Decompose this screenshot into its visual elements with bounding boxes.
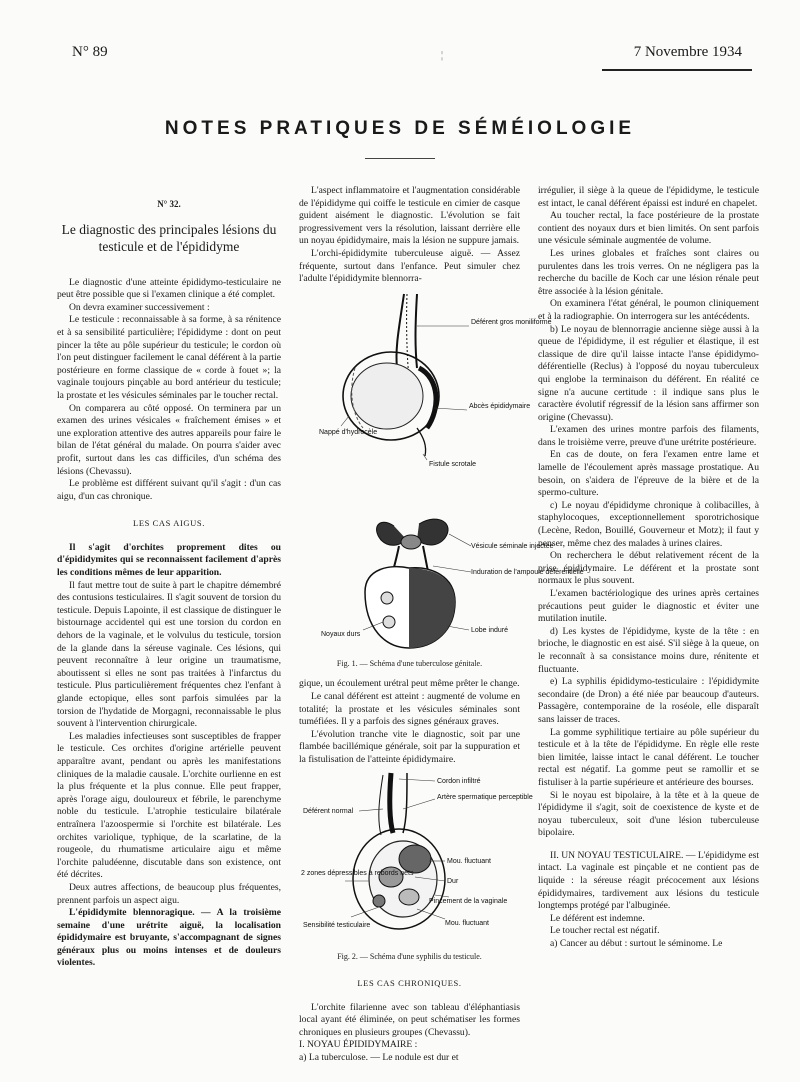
paragraph: gique, un écoulement urétral peut même prêter le change. (299, 678, 520, 690)
center-mark: ¦ (441, 50, 444, 61)
label-mou-1: Mou. fluctuant (447, 857, 491, 865)
paragraph: Le canal déférent est atteint : augmenté de volume en totalité; la prostate et les vésicules séminales sont tuméfiées. Il y a parfois des signes généraux graves. (299, 690, 520, 728)
paragraph: La gomme syphilitique tertiaire au pôle supérieur du testicule et à la tête de l'épididyme. En règle elle reste bien limitée, laisse intact le canal déférent. Le toucher rectal est négatif. La gomme peut se ramollir et se fistuliser à la partie supérieure et antérieure des bourses. (538, 726, 759, 788)
paragraph: On comparera au côté opposé. On terminera par un examen des urines vésicales « fraîchement émises » et une exploration attentive des autres appareils pour faire le bilan de l'état général du malade. On pourra s'aider avec profit, surtout dans les cas difficiles, d'un schéma des lésions (Chevassu). (57, 402, 281, 477)
paragraph: I. NOYAU ÉPIDIDYMAIRE : (299, 1039, 418, 1051)
paragraph: L'orchi-épididymite tuberculeuse aiguë. — Assez fréquente, surtout dans l'enfance. Peut simuler chez l'adulte l'épididymite blennorra- (299, 247, 520, 285)
paragraph: Le testicule : reconnaissable à sa forme, à sa rénitence et à sa sensibilité particulière; l'épididyme : dont on peut pincer la tête au pôle supérieur du testicule; le cordon où l'on peut distinguer facilement le canal déférent à la partie postérieure en forme classique de « corde à fouet »; la vaginale toujours pinçable au bord antérieur du testicule; la prostate et les vésicules séminales par le toucher rectal. (57, 314, 281, 401)
label-zones: 2 zones dépressibles à rebords nets (301, 869, 414, 877)
page-title: NOTES PRATIQUES DE SÉMÉIOLOGIE (164, 118, 636, 139)
paragraph: L'aspect inflammatoire et l'augmentation considérable de l'épididyme qui coiffe le testicule en cimier de casque guident aisément le diagnostic. L'évolution se fait progressivement vers la résolution, laissant derrière elle un noyau épididymaire, mais la lésion ne suppure jamais. (299, 185, 520, 247)
figure-1-caption: Fig. 1. — Schéma d'une tuberculose génitale. (336, 658, 483, 668)
paragraph: L'épididymite blennoragique. — A la troisième semaine d'une urétrite aiguë, la localisation épididymaire est bruyante, s'accompagnant de signes généraux plus ou moins intenses et de douleurs violentes. (57, 907, 281, 969)
label-lobe: Lobe induré (471, 626, 508, 634)
paragraph: On recherchera le début relativement récent de la prise épididymaire. Le déférent et la prostate sont normaux le plus souvent. (538, 550, 759, 587)
label-nappe: Nappé d'hydrocèle (319, 428, 378, 436)
paragraph: Le toucher rectal est négatif. (550, 925, 660, 937)
paragraph: Au toucher rectal, la face postérieure de la prostate contient des noyaux durs et bien limités. On sent parfois une vésicule séminale augmentée de volume. (538, 210, 759, 247)
paragraph: Il s'agit d'orchites proprement dites ou d'épididymites qui se reconnaissent facilement d'après les conditions mêmes de leur apparition. (57, 541, 281, 579)
figure-1-drawing (299, 288, 552, 506)
paragraph: e) La syphilis épididymo-testiculaire : l'épididymite secondaire (de Dron) a été niée par beaucoup d'auteurs. Passagère, contemporaine de la roséole, elle disparaît sans laisser de traces. (538, 676, 759, 725)
article-title: Le diagnostic des principales lésions du testicule et de l'épididyme (61, 221, 277, 254)
column-1 (57, 188, 281, 970)
figure-2 (299, 769, 533, 964)
paragraph: On examinera l'état général, le poumon cliniquement et à la radiographie. On interrogera sur les antécédents. (538, 298, 759, 322)
paragraph: L'orchite filarienne avec son tableau d'éléphantiasis local ayant été éliminée, on peut schématiser les formes chroniques en plusieurs groupes (Chevassu). (299, 1001, 520, 1038)
label-artere: Artère spermatique perceptible (437, 793, 533, 801)
label-vesicule: Vésicule séminale injectée (471, 542, 554, 550)
label-induration: Induration de l'ampoule déférentielle (471, 568, 584, 576)
label-sensibilite: Sensibilité testiculaire (303, 921, 371, 929)
paragraph: Les urines globales et fraîches sont claires ou purulentes dans les trois verres. On ne négligera pas la recherche du bacille de Koch car une lésion rénale peut être associée à la lésion génitale. (538, 247, 759, 297)
article-number: N° 32. (157, 199, 181, 209)
paragraph: Le diagnostic d'une atteinte épididymo-testiculaire ne peut être possible que si l'examen clinique a été complet. (57, 276, 281, 301)
paragraph: Les maladies infectieuses sont susceptibles de frapper le testicule. Ces orchites d'origine artérielle peuvent apparaître avant, pendant ou après les manifestations cliniques de la maladie causale. L'orchite ourlienne en est la plus fréquente et la plus connue. Elle peut frapper, après l'orage aigu, douloureux et fébrile, le parenchyme noble du testicule. L'atrophie testiculaire bilatérale entraînera l'azoospermie si l'orchite est bilatérale. Les orchites variolique, typhique, de la scarlatine, de la rougeole, du rhumatisme articulaire aigu et même l'orchite paludéenne, discutable dans son existence, ont été décrites. (57, 730, 281, 881)
label-deferent: Déférent gros moniliforme (471, 318, 552, 326)
section-heading-chronic: LES CAS CHRONIQUES. (357, 978, 462, 989)
paragraph: Le problème est différent suivant qu'il s'agit : d'un cas aigu, d'un cas chronique. (57, 478, 281, 502)
paragraph: c) Le noyau d'épididyme chronique à colibacilles, à staphylocoques, exceptionnellement sporotrichosique (Lecène, Redon, Bouillé, Gouverneur et Motz); il faut y penser, même chez des malades à urines claires. (538, 499, 759, 549)
paragraph: En cas de doute, on fera l'examen entre lame et lamelle de l'écoulement après massage prostatique. Au besoin, on s'aidera de l'épreuve de la bière et de la spermo-culture. (538, 449, 759, 499)
issue-date: 7 Novembre 1934 (633, 44, 742, 60)
paragraph: irrégulier, il siège à la queue de l'épididyme, le testicule est intact, le canal déférent épaissi est induré en chapelet. (538, 185, 759, 209)
label-mou-2: Mou. fluctuant (445, 919, 489, 927)
paragraph: L'évolution tranche vite le diagnostic, soit par une flambée bacillémique générale, soit par la suppuration et la fistulisation de l'atteinte épididymaire. (299, 728, 520, 765)
section-heading-acute: LES CAS AIGUS. (133, 518, 205, 529)
paragraph: Il faut mettre tout de suite à part le chapitre démembré des contusions testiculaires. Il s'agit souvent de torsion du testicule. Depuis Lapointe, il est classique de distinguer le bistournage accidentel qui est une torsion du cordon en dehors de la vaginale, et le volvulus du testicule, torsion de la glande dans la séreuse vaginale. Ces lésions, qui peuvent reconnaître à leur origine un traumatisme, aboutissent si elles ne sont pas traitées à l'infarctus du testicule. Plus particulièrement fréquentes chez l'enfant à glande ectopique, elles sont parfois simulées par la torsion de l'hydatide de Morgagni, reconnaissable le plus souvent à l'intervention chirurgicale. (57, 579, 281, 730)
paragraph: On devra examiner successivement : (69, 301, 210, 313)
label-noyaux: Noyaux durs (321, 630, 361, 638)
paragraph: II. UN NOYAU TESTICULAIRE. — L'épididyme est intact. La vaginale est pinçable et ne contient pas de liquide : la séreuse réagit précocement aux lésions épididymaires, tardivement aux lésions du testicule longtemps protégé par l'albuginée. (538, 849, 759, 912)
figure-1 (299, 288, 584, 671)
figure-2-caption: Fig. 2. — Schéma d'une syphilis du testicule. (337, 951, 482, 961)
paragraph: a) Cancer au début : surtout le séminome. Le (550, 938, 723, 950)
figure-1-lower-drawing (299, 506, 584, 656)
figure-2-drawing (299, 769, 533, 949)
label-deferent-normal: Déférent normal (303, 807, 354, 815)
label-abces: Abcès épididymaire (469, 402, 531, 410)
title-rule (365, 158, 435, 159)
paragraph: b) Le noyau de blennorragie ancienne siège aussi à la queue de l'épididyme, il est régulier et élastique, il est classique de dire qu'il laisse intacte l'anse épididymo-déférentielle (Reclus) à l'opposé du noyau tuberculeux qui englobe la terminaison du déférent. En réalité ce signe n'a aucune certitude : il indique sans plus le caractère évolutif régressif de la lésion sans affirmer son origine (Chevassu). (538, 323, 759, 423)
paragraph: d) Les kystes de l'épididyme, kyste de la tête : en brioche, le diagnostic en est aisé. S'il siège à la queue, on le reconnaît à sa consistance moins dure, rénitente et fluctuante. (538, 625, 759, 675)
issue-number: N° 89 (72, 44, 108, 60)
label-pincement: Pincement de la vaginale (429, 897, 508, 905)
paragraph: Le déférent est indemne. (550, 912, 645, 924)
paragraph: L'examen bactériologique des urines après certaines précautions peut guider le diagnostic et éviter une mutilation inutile. (538, 588, 759, 625)
label-dur: Dur (447, 877, 459, 885)
column-2 (299, 185, 584, 1065)
paragraph: Si le noyau est bipolaire, à la tête et à la queue de l'épididyme il s'agit, soit de coexistence de kyste et de noyau tuberculeux, soit d'une lésion tuberculeuse bipolaire. (538, 789, 759, 839)
paragraph: L'examen des urines montre parfois des filaments, dans le troisième verre, preuve d'une urétrite postérieure. (538, 424, 759, 448)
label-fistule: Fistule scrotale (429, 460, 477, 468)
paragraph: a) La tuberculose. — Le nodule est dur et (299, 1052, 459, 1064)
paragraph: Deux autres affections, de beaucoup plus fréquentes, prennent parfois un aspect aigu. (57, 881, 281, 906)
header-rule (602, 69, 752, 71)
label-cordon: Cordon infiltré (437, 777, 481, 785)
column-3 (538, 185, 759, 951)
